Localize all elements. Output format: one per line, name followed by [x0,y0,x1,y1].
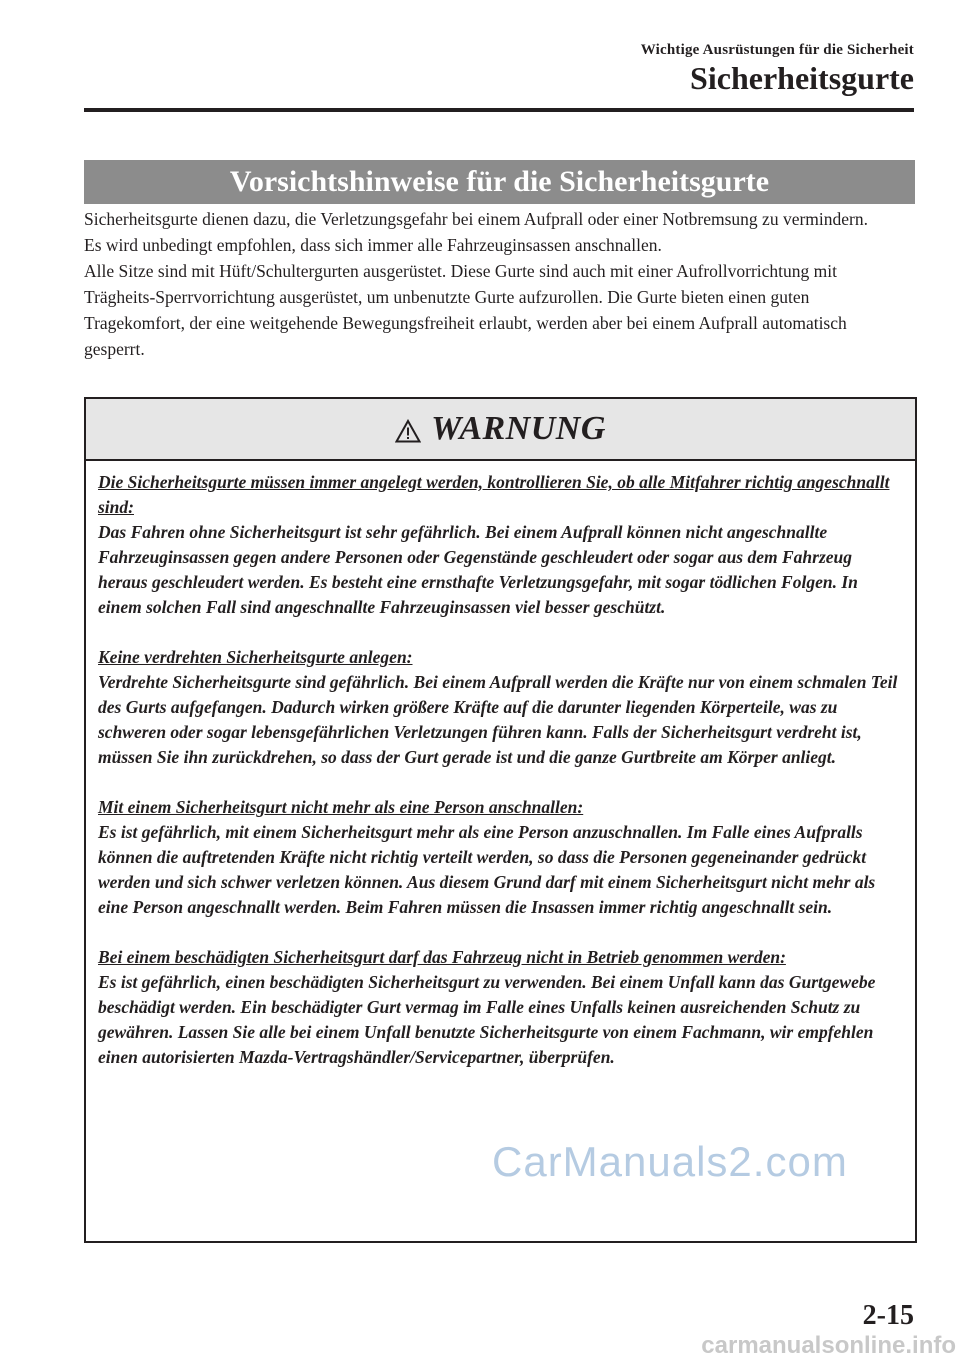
warning-block-heading: Bei einem beschädigten Sicherheitsgurt darf das Fahrzeug nicht in Betrieb genommen werden: [98,947,786,967]
warning-block [98,795,903,920]
warning-body [86,461,915,1070]
footer-url[interactable]: carmanualsonline.info [701,1332,956,1359]
warning-block-text: Das Fahren ohne Sicherheitsgurt ist sehr gefährlich. Bei einem Aufprall können nicht angeschnallte Fahrzeuginsassen gegen andere Personen oder Gegenstände geschleudert oder sogar aus dem Fahrzeug heraus geschleudert werden. Es besteht eine ernsthafte Verletzungsgefahr, mit sogar tödlichen Folgen. In einem solchen Fall sind angeschnallte Fahrzeuginsassen viel besser geschützt. [98,522,858,617]
header-subtitle: Wichtige Ausrüstungen für die Sicherheit [640,42,914,58]
intro-paragraph: Alle Sitze sind mit Hüft/Schultergurten ausgerüstet. Diese Gurte sind auch mit einer Aufrollvorrichtung mit Trägheits-Sperrvorrichtung ausgerüstet, um unbenutzte Gurte aufzurollen. Die Gurte bieten einen guten Tragekomfort, der eine weitgehende Bewegungsfreiheit erlaubt, werden aber bei einem Aufprall automatisch gesperrt. [84,261,847,359]
page-number: 2-15 [862,1300,914,1331]
intro-text [84,206,884,362]
warning-triangle-icon [395,419,421,443]
warning-block-heading: Mit einem Sicherheitsgurt nicht mehr als eine Person anschnallen: [98,797,584,817]
warning-block-text: Es ist gefährlich, einen beschädigten Sicherheitsgurt zu verwenden. Bei einem Unfall kann das Gurtgewebe beschädigt werden. Ein beschädigter Gurt vermag im Falle eines Unfalls keinen ausreichenden Schutz zu gewähren. Lassen Sie alle bei einem Unfall benutzte Sicherheitsgurte von einem Fachmann, wir empfehlen einen autorisierten Mazda-Vertragshändler/Servicepartner, überprüfen. [98,972,876,1067]
warning-header [86,399,915,461]
warning-block [98,645,903,770]
warning-block-heading: Die Sicherheitsgurte müssen immer angelegt werden, kontrollieren Sie, ob alle Mitfahrer richtig angeschnallt sind: [98,472,890,517]
warning-block-text: Verdrehte Sicherheitsgurte sind gefährlich. Bei einem Aufprall werden die Kräfte nur von einem schmalen Teil des Gurts aufgefangen. Dadurch wirken größere Kräfte auf die darunter liegenden Körperteile, was zu schweren oder sogar lebensgefährlichen Verletzungen führen kann. Falls der Sicherheitsgurt verdreht ist, müssen Sie ihn zurückdrehen, so dass der Gurt gerade ist und die ganze Gurtbreite am Körper anliegt. [98,672,898,767]
warning-box [84,397,917,1243]
watermark: CarManuals2.com [492,1138,848,1185]
section-title-band: Vorsichtshinweise für die Sicherheitsgurte [84,160,915,204]
intro-paragraph: Sicherheitsgurte dienen dazu, die Verletzungsgefahr bei einem Aufprall oder einer Notbremsung zu vermindern. Es wird unbedingt empfohlen, dass sich immer alle Fahrzeuginsassen anschnallen. [84,209,868,255]
warning-block [98,470,903,620]
warning-block [98,945,903,1070]
warning-title: WARNUNG [431,410,606,447]
header-rule [84,108,914,112]
warning-block-heading: Keine verdrehten Sicherheitsgurte anlegen: [98,647,413,667]
warning-block-text: Es ist gefährlich, mit einem Sicherheitsgurt mehr als eine Person anzuschnallen. Im Falle eines Aufpralls können die auftretenden Kräfte nicht richtig verteilt werden, so dass die Personen gegeneinander gedrückt werden und sich schwer verletzen können. Aus diesem Grund darf mit einem Sicherheitsgurt nicht mehr als eine Person angeschnallt werden. Beim Fahren müssen die Insassen immer richtig angeschnallt sein. [98,822,876,917]
header-title: Sicherheitsgurte [690,60,914,96]
